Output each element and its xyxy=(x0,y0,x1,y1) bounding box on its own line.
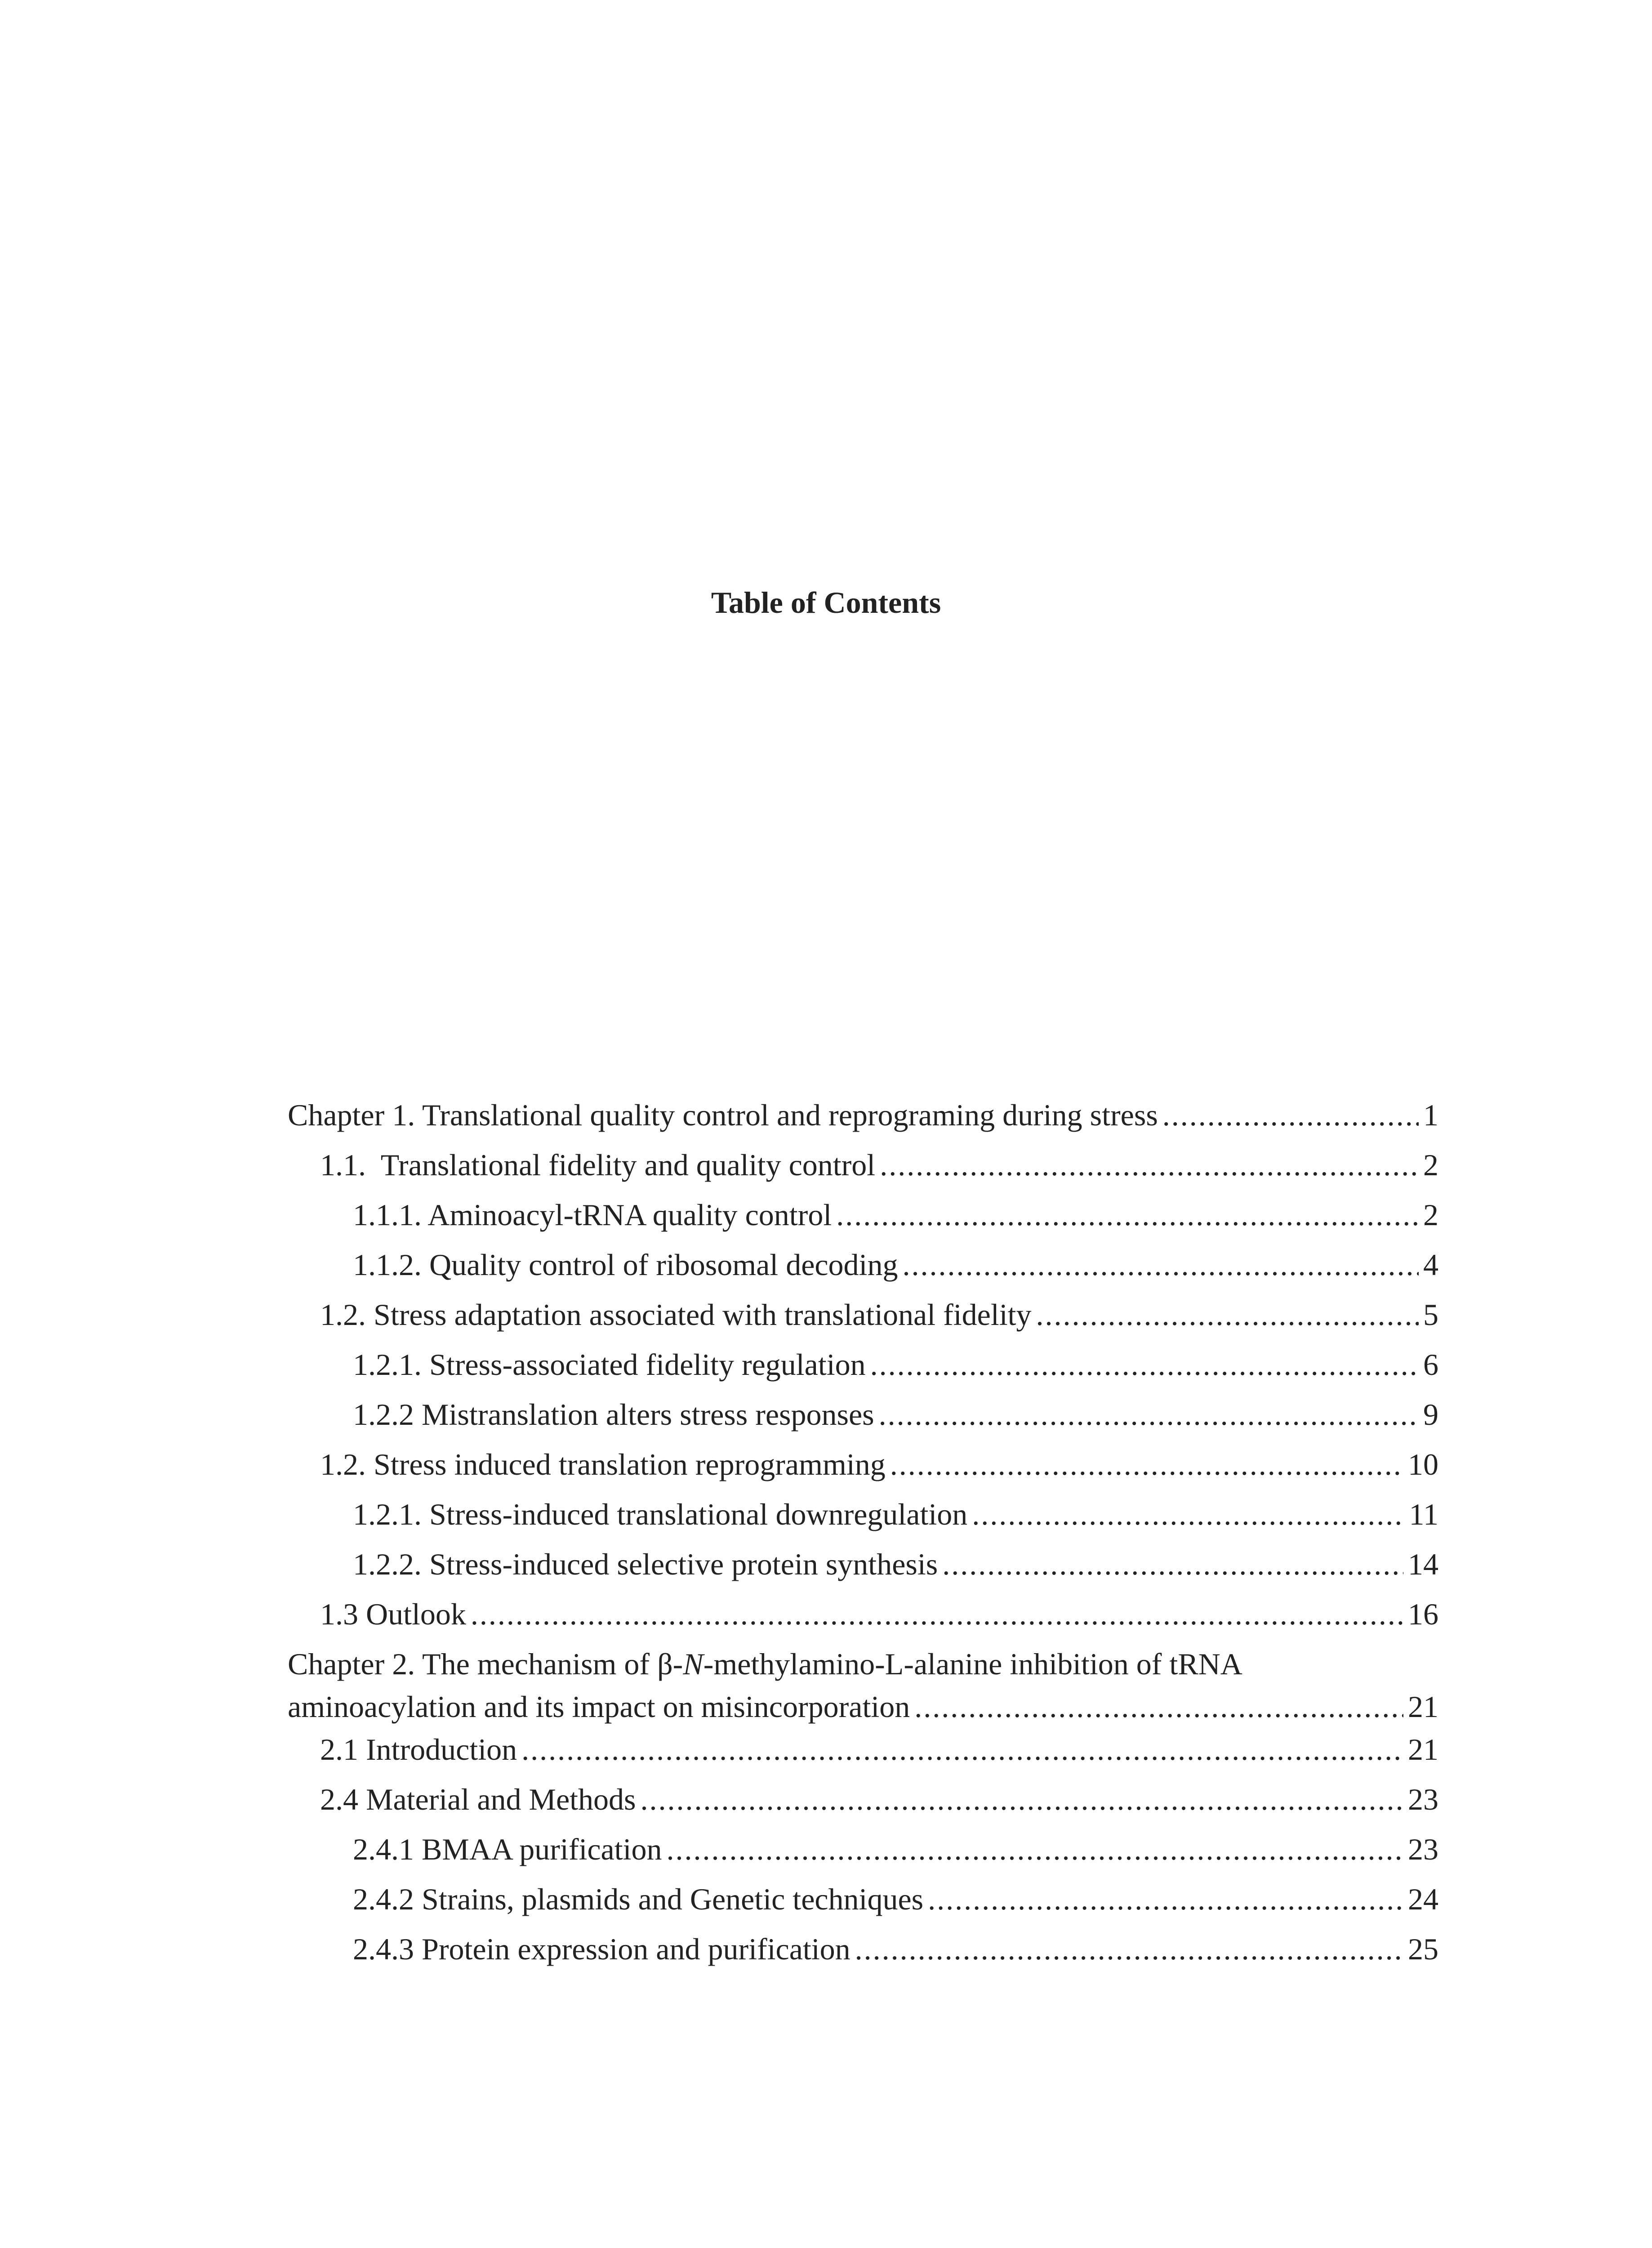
dot-leader xyxy=(902,1240,1419,1290)
toc-entry-title: 1.1.2. Quality control of ribosomal decoding xyxy=(353,1248,898,1282)
dot-leader xyxy=(641,1775,1403,1824)
toc-entry-1-1-1[interactable] xyxy=(288,1190,1438,1240)
toc-entry-title: 1.1. Translational fidelity and quality control xyxy=(320,1148,876,1182)
toc-entry-2-4-3-protein-expression[interactable] xyxy=(288,1924,1438,1974)
toc-entry-1-2-1-downregulation[interactable] xyxy=(288,1490,1438,1539)
toc-entry-1-2-stress-adaptation[interactable] xyxy=(288,1290,1438,1340)
dot-leader xyxy=(942,1539,1403,1589)
toc-entry-1-2-2-selective-synthesis[interactable] xyxy=(288,1539,1438,1589)
page-title: Table of Contents xyxy=(711,585,941,620)
toc-page-number: 4 xyxy=(1423,1248,1438,1282)
toc-page-number: 16 xyxy=(1408,1597,1438,1631)
dot-leader xyxy=(1162,1090,1419,1140)
toc-entry-2-4-2-strains-plasmids[interactable] xyxy=(288,1874,1438,1924)
toc-page-number: 1 xyxy=(1423,1098,1438,1132)
toc-page-number: 25 xyxy=(1408,1932,1438,1966)
dot-leader xyxy=(890,1440,1403,1490)
toc-page-number: 6 xyxy=(1423,1347,1438,1382)
toc-page-number: 21 xyxy=(1408,1732,1438,1766)
dot-leader xyxy=(972,1490,1404,1539)
toc-entry-title-line-2: aminoacylation and its impact on misincorporation xyxy=(288,1690,910,1724)
dot-leader xyxy=(880,1140,1419,1190)
toc-entry-1-2-1-fidelity-regulation[interactable] xyxy=(288,1340,1438,1390)
toc-entry-title-line-1: Chapter 2. The mechanism of β-N-methylamino-L-alanine inhibition of tRNA xyxy=(288,1647,1242,1681)
toc-entry-2-1-introduction[interactable] xyxy=(288,1725,1438,1775)
toc-entry-title: 1.2. Stress induced translation reprogramming xyxy=(320,1447,886,1481)
dot-leader xyxy=(471,1589,1403,1639)
toc-entry-title: 2.4 Material and Methods xyxy=(320,1782,636,1816)
toc-entry-title: 2.4.3 Protein expression and purification xyxy=(353,1932,850,1966)
toc-entry-title: 1.2.2 Mistranslation alters stress responses xyxy=(353,1397,874,1432)
toc-entry-1-1[interactable] xyxy=(288,1140,1438,1190)
dot-leader xyxy=(928,1874,1403,1924)
toc-page-number: 10 xyxy=(1408,1447,1438,1481)
toc-entry-chapter-1[interactable] xyxy=(288,1090,1438,1140)
toc-entry-2-4-material-methods[interactable] xyxy=(288,1775,1438,1824)
dot-leader xyxy=(521,1725,1403,1775)
toc-page-number: 23 xyxy=(1408,1782,1438,1816)
toc-entry-1-2-reprogramming[interactable] xyxy=(288,1440,1438,1490)
toc-entry-1-1-2[interactable] xyxy=(288,1240,1438,1290)
toc-entry-2-4-1-bmaa-purification[interactable] xyxy=(288,1824,1438,1874)
toc-entry-title: 1.2.2. Stress-induced selective protein synthesis xyxy=(353,1547,938,1581)
table-of-contents xyxy=(288,1090,1438,1974)
dot-leader xyxy=(914,1689,1403,1725)
toc-page-number: 21 xyxy=(1408,1690,1438,1724)
dot-leader xyxy=(836,1190,1419,1240)
toc-page-number: 11 xyxy=(1409,1497,1438,1531)
dot-leader xyxy=(870,1340,1419,1390)
toc-entry-title: 2.4.1 BMAA purification xyxy=(353,1832,662,1866)
toc-entry-title: 1.2. Stress adaptation associated with translational fidelity xyxy=(320,1298,1032,1332)
dot-leader xyxy=(1036,1290,1419,1340)
toc-entry-chapter-2[interactable] xyxy=(288,1639,1438,1725)
toc-page-number: 24 xyxy=(1408,1882,1438,1916)
toc-entry-title: 1.2.1. Stress-induced translational downregulation xyxy=(353,1497,968,1531)
toc-page-number: 14 xyxy=(1408,1547,1438,1581)
toc-entry-1-3-outlook[interactable] xyxy=(288,1589,1438,1639)
toc-entry-1-2-2-mistranslation[interactable] xyxy=(288,1390,1438,1440)
dot-leader xyxy=(667,1824,1403,1874)
toc-entry-title: 1.2.1. Stress-associated fidelity regulation xyxy=(353,1347,866,1382)
dot-leader xyxy=(855,1924,1403,1974)
toc-page-number: 2 xyxy=(1423,1198,1438,1232)
toc-entry-title: 2.1 Introduction xyxy=(320,1732,517,1766)
toc-entry-title: 2.4.2 Strains, plasmids and Genetic techniques xyxy=(353,1882,924,1916)
toc-page-number: 9 xyxy=(1423,1397,1438,1432)
toc-page-number: 23 xyxy=(1408,1832,1438,1866)
toc-entry-title: 1.1.1. Aminoacyl-tRNA quality control xyxy=(353,1198,832,1232)
toc-page-number: 2 xyxy=(1423,1148,1438,1182)
toc-page-number: 5 xyxy=(1423,1298,1438,1332)
toc-entry-title: 1.3 Outlook xyxy=(320,1597,466,1631)
dot-leader xyxy=(879,1390,1419,1440)
toc-entry-title: Chapter 1. Translational quality control and reprograming during stress xyxy=(288,1098,1158,1132)
